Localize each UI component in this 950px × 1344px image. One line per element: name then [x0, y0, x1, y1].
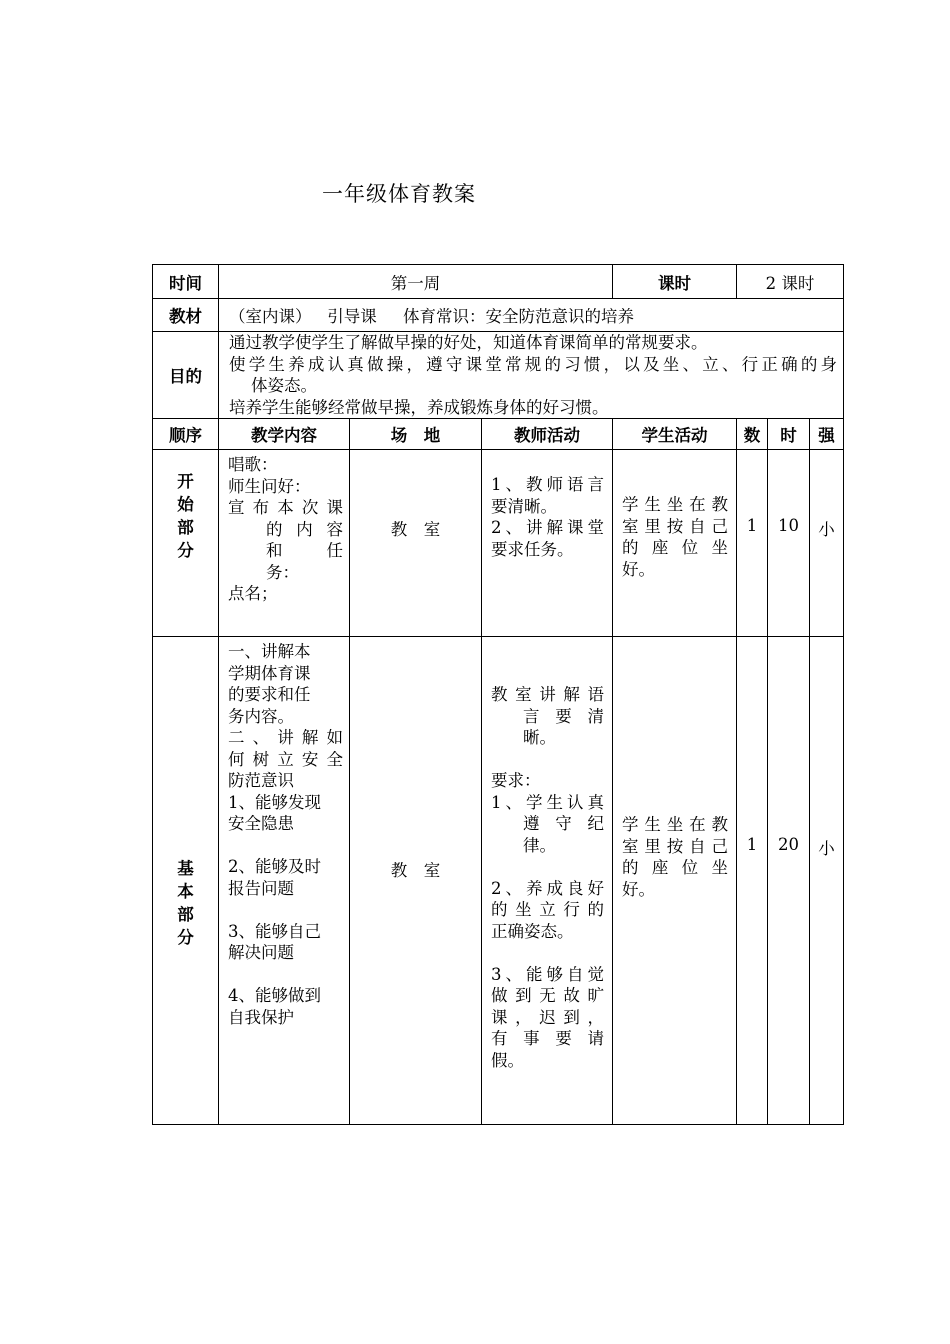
col-time: 时 [768, 419, 810, 450]
section-time: 20 [768, 637, 810, 1125]
section-time: 10 [768, 450, 810, 637]
content-line: 解决问题 [228, 943, 294, 962]
teacher-line: 课，迟到， [491, 1007, 605, 1027]
col-student: 学生活动 [613, 419, 737, 450]
teacher-line: 1、学生认真 [491, 792, 605, 812]
section-content [219, 637, 350, 1125]
time-value: 第一周 [219, 265, 613, 299]
teacher-line: 1、教师语言 [491, 475, 605, 494]
col-intensity: 强 [810, 419, 844, 450]
col-order: 顺序 [153, 419, 219, 450]
content-line: 的要求和任 [228, 685, 311, 704]
section-student [613, 450, 737, 637]
content-line: 务： [266, 562, 299, 582]
content-line: 自我保护 [228, 1007, 294, 1027]
section-char: 部 [177, 905, 194, 924]
teacher-gap [491, 641, 604, 663]
content-line: 的内容 [266, 519, 343, 539]
content-line: 4、能够做到 [228, 986, 321, 1005]
goal-label: 目的 [153, 332, 219, 419]
section-venue: 教 室 [350, 637, 482, 1125]
material-row [153, 299, 844, 332]
section-start-row [153, 450, 844, 637]
teacher-line: 晰。 [523, 728, 556, 747]
content-line: 报告问题 [228, 878, 294, 898]
goal-text [219, 332, 844, 419]
section-teacher [482, 637, 613, 1125]
teacher-line: 遵守纪 [523, 814, 605, 833]
time-row [153, 265, 844, 299]
teacher-line: 2、讲解课堂 [491, 518, 605, 537]
section-char: 本 [177, 882, 194, 901]
content-line: 1、能够发现 [228, 792, 321, 812]
material-value: （室内课） 引导课 体育常识：安全防范意识的培养 [219, 299, 844, 332]
student-line: 学生坐在教 [622, 495, 729, 514]
teacher-line: 做到无故旷 [491, 986, 605, 1005]
goal-row [153, 332, 844, 419]
section-name [153, 637, 219, 1125]
teacher-gap [491, 856, 604, 878]
section-char: 分 [177, 541, 194, 560]
content-line: 和 任 [266, 541, 343, 560]
content-line: 2、能够及时 [228, 857, 321, 876]
content-line: 防范意识 [228, 771, 294, 790]
goal-line: 通过教学使学生了解做早操的好处，知道体育课简单的常规要求。 [229, 333, 708, 352]
teacher-line: 有事要请 [491, 1029, 605, 1048]
section-char: 部 [177, 518, 194, 537]
student-line: 好。 [622, 879, 656, 899]
student-line: 室里按自己 [622, 516, 729, 536]
content-gap [228, 835, 343, 857]
teacher-line: 假。 [491, 1050, 524, 1070]
col-content: 教学内容 [219, 419, 350, 450]
col-teacher: 教师活动 [482, 419, 613, 450]
col-venue: 场 地 [350, 419, 482, 450]
section-char: 始 [177, 495, 194, 514]
section-intensity: 小 [810, 637, 844, 1125]
lesson-plan-table [152, 264, 844, 1125]
hours-value: 2 课时 [737, 265, 844, 299]
section-venue: 教 室 [350, 450, 482, 637]
student-line: 室里按自己 [622, 836, 729, 856]
material-label: 教材 [153, 299, 219, 332]
section-name [153, 450, 219, 637]
section-main-row [153, 637, 844, 1125]
content-line: 一、讲解本 [228, 642, 311, 661]
section-char: 分 [177, 928, 194, 947]
content-line: 务内容。 [228, 706, 294, 726]
goal-line: 培养学生能够经常做早操，养成锻炼身体的好习惯。 [229, 397, 609, 417]
teacher-gap [491, 663, 604, 685]
section-char: 基 [177, 859, 194, 878]
content-gap [228, 964, 343, 986]
content-line: 学期体育课 [228, 663, 311, 683]
student-line: 的座位坐 [622, 858, 729, 877]
content-line: 安全隐患 [228, 814, 294, 833]
teacher-line: 要求任务。 [491, 539, 574, 559]
student-line: 好。 [622, 559, 656, 579]
section-student [613, 637, 737, 1125]
section-char: 开 [177, 472, 194, 491]
section-count: 1 [737, 637, 768, 1125]
teacher-line: 3、能够自觉 [491, 964, 605, 984]
content-line: 唱歌： [228, 455, 278, 474]
teacher-line: 2、养成良好 [491, 878, 605, 898]
teacher-line: 教室讲解语 [491, 685, 605, 704]
content-gap [228, 899, 343, 921]
content-line: 3、能够自己 [228, 921, 321, 941]
section-teacher [482, 450, 613, 637]
hours-label: 课时 [613, 265, 737, 299]
time-label: 时间 [153, 265, 219, 299]
student-line: 的座位坐 [622, 538, 729, 557]
section-content [219, 450, 350, 637]
section-intensity: 小 [810, 450, 844, 637]
section-count: 1 [737, 450, 768, 637]
content-line: 师生问好： [228, 476, 311, 496]
teacher-line: 律。 [523, 835, 556, 855]
teacher-line: 要求： [491, 771, 541, 790]
teacher-line: 言要清 [523, 706, 605, 726]
goal-line: 使学生养成认真做操，遵守课堂常规的习惯，以及坐、立、行正确的身 [229, 354, 838, 374]
teacher-gap [491, 942, 604, 964]
column-header-row [153, 419, 844, 450]
content-line: 二、讲解如 [228, 728, 343, 747]
content-line: 宣布本次课 [228, 498, 343, 517]
teacher-line: 正确姿态。 [491, 921, 574, 941]
content-line: 点名； [228, 584, 278, 603]
page-title: 一年级体育教案 [322, 182, 476, 206]
student-line: 学生坐在教 [622, 815, 729, 834]
teacher-gap [491, 749, 604, 771]
col-count: 数 [737, 419, 768, 450]
teacher-line: 要清晰。 [491, 496, 557, 516]
teacher-line: 的坐立行的 [491, 900, 605, 919]
goal-line: 体姿态。 [251, 376, 317, 395]
content-line: 何树立安全 [228, 749, 343, 769]
